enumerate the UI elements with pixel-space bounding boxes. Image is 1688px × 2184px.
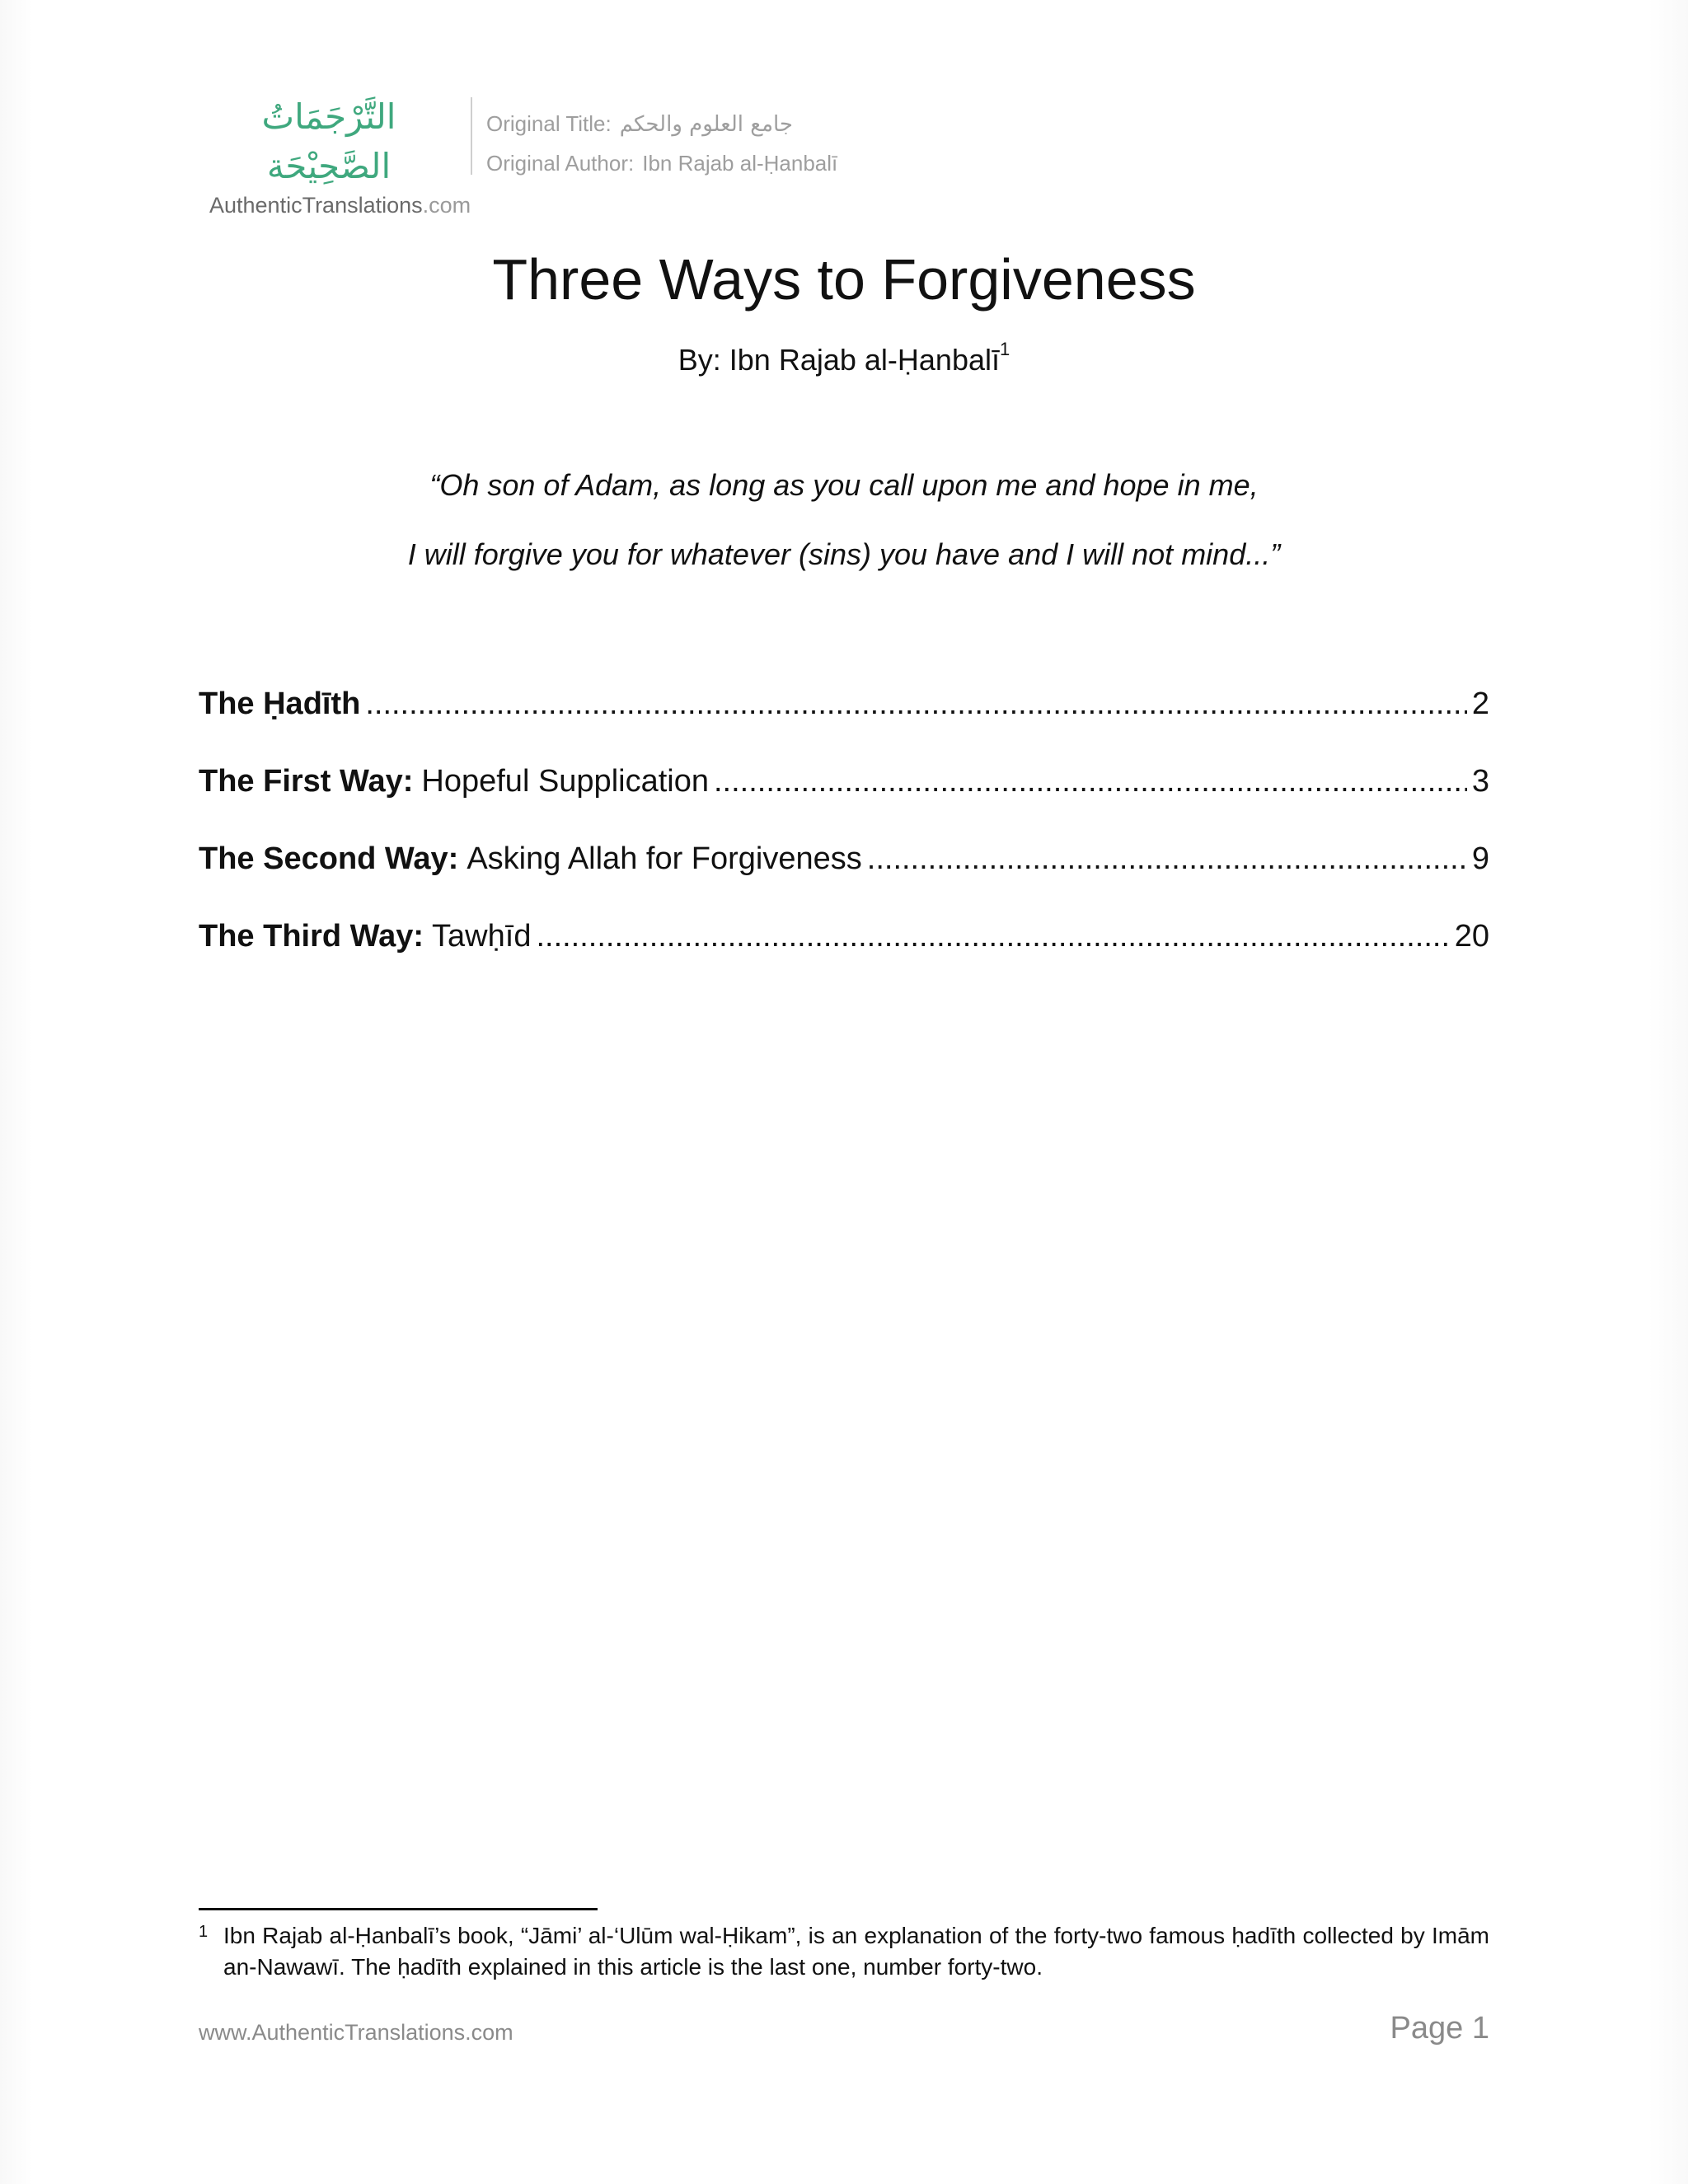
toc-dot-leader	[536, 913, 1449, 959]
original-title-label: Original Title:	[486, 111, 612, 136]
original-title-row	[486, 104, 837, 143]
original-author-label: Original Author:	[486, 151, 635, 176]
document-title: Three Ways to Forgiveness	[492, 247, 1196, 312]
toc-dot-leader	[365, 681, 1467, 727]
toc-entry-subtitle: Tawḥīd	[432, 919, 532, 954]
toc-entry-heading: The First Way:	[199, 764, 414, 799]
toc-entry-heading: The Third Way:	[199, 919, 424, 954]
toc-entry-first-way[interactable]	[199, 758, 1489, 836]
toc-entry-heading: The Second Way:	[199, 841, 459, 876]
footnote-separator	[199, 1908, 598, 1910]
page-number: Page 1	[1390, 2011, 1489, 2046]
table-of-contents	[199, 681, 1489, 991]
byline	[0, 340, 1688, 381]
toc-page-number: 9	[1471, 841, 1489, 876]
original-author-value: Ibn Rajab al-Ḥanbalī	[642, 151, 838, 176]
hadith-quote-line-1: “Oh son of Adam, as long as you call upon me and hope in me,	[429, 468, 1259, 502]
logo-site-main: AuthenticTranslations	[209, 193, 423, 218]
logo-arabic-text: التَّرْجَمَاتُ الصَّحِيْحَة	[261, 96, 396, 186]
header-divider	[471, 97, 472, 175]
logo-site-name	[209, 191, 471, 219]
footnote-mark: 1	[199, 1923, 209, 1941]
original-author-row	[486, 143, 837, 183]
toc-entry-subtitle: Hopeful Supplication	[421, 764, 709, 799]
footnote-text: Ibn Rajab al-Ḥanbalī’s book, “Jāmi’ al-‘Ulūm wal-Ḥikam”, is an explanation of the forty-two famous ḥadīth collected by Imām an-Nawawī. The ḥadīth explained in this article is the last one, number forty-two.	[223, 1923, 1489, 1980]
toc-entry-third-way[interactable]	[199, 913, 1489, 991]
byline-text: By: Ibn Rajab al-Ḥanbalī	[678, 343, 1000, 377]
toc-dot-leader	[714, 758, 1467, 804]
toc-entry-subtitle: Asking Allah for Forgiveness	[467, 841, 862, 876]
logo-site-tld: .com	[422, 193, 471, 218]
original-title-value: جامع العلوم والحكم	[619, 112, 793, 137]
site-logo[interactable]	[209, 92, 471, 219]
toc-dot-leader	[867, 836, 1467, 882]
toc-page-number: 3	[1471, 764, 1489, 799]
toc-page-number: 20	[1454, 919, 1489, 954]
original-meta	[486, 104, 837, 183]
toc-entry-heading: The Ḥadīth	[199, 687, 361, 721]
footnote	[199, 1920, 1489, 1983]
toc-entry-hadith[interactable]	[199, 681, 1489, 758]
footer-website-link[interactable]: www.AuthenticTranslations.com	[199, 2020, 513, 2045]
toc-page-number: 2	[1471, 687, 1489, 721]
toc-entry-second-way[interactable]	[199, 836, 1489, 913]
hadith-quote-line-2: I will forgive you for whatever (sins) you have and I will not mind...”	[407, 537, 1281, 571]
footnote-reference[interactable]: 1	[999, 339, 1010, 359]
